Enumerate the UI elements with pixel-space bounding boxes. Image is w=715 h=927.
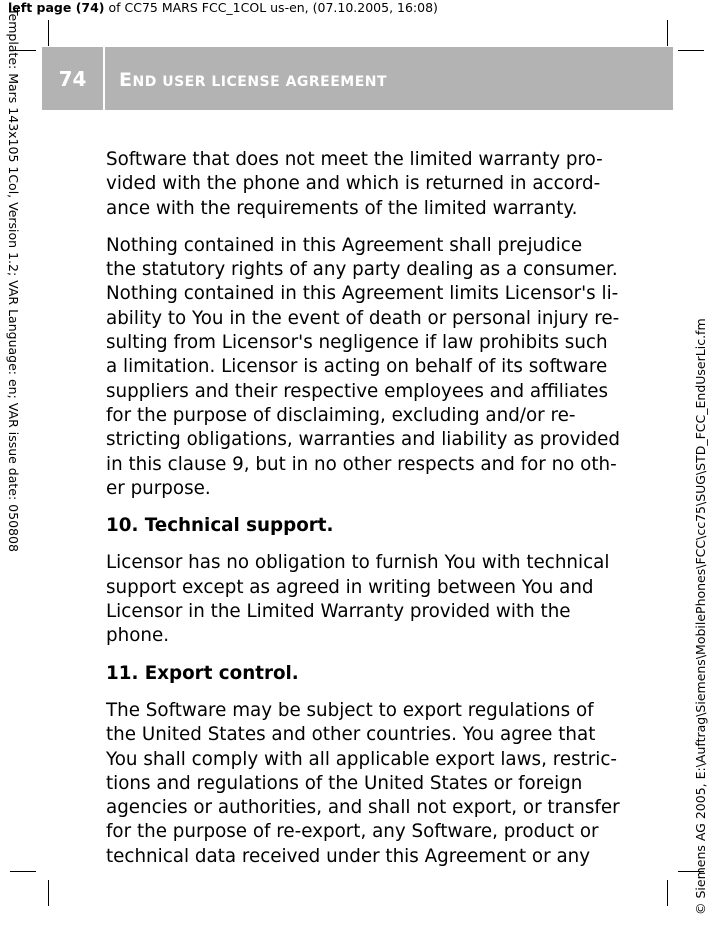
crop-mark bbox=[48, 20, 49, 46]
text-line: for the purpose of disclaiming, excluding and/or re- bbox=[106, 404, 576, 426]
heading-export-control: 11. Export control. bbox=[106, 662, 299, 684]
text-line: You shall comply with all applicable export laws, restric- bbox=[106, 748, 617, 770]
crop-mark bbox=[48, 880, 49, 906]
text-line: The Software may be subject to export regulations of bbox=[106, 699, 594, 721]
text-line: support except as agreed in writing between You and bbox=[106, 576, 594, 598]
text-line: Software that does not meet the limited warranty pro- bbox=[106, 149, 603, 170]
template-info-text: Template: Mars 143x105 1Col, Version 1.2; VAR Language: en; VAR issue date: 050808 bbox=[6, 8, 21, 552]
crop-mark bbox=[667, 880, 668, 906]
print-slug bbox=[8, 0, 438, 16]
text-line: the United States and other countries. You agree that bbox=[106, 724, 596, 746]
copyright-text: © Siemens AG 2005, E:\Auftrag\Siemens\MobilePhones\FCC\cc75\SUG\STD_FCC_EndUserLic.fm bbox=[693, 318, 708, 915]
text-line: ability to You in the event of death or personal injury re- bbox=[106, 307, 620, 329]
text-line: agencies or authorities, and shall not export, or transfer bbox=[106, 797, 620, 819]
heading-technical-support: 10. Technical support. bbox=[106, 515, 334, 537]
text-line: tions and regulations of the United States or foreign bbox=[106, 772, 583, 794]
text-line: technical data received under this Agreement or any bbox=[106, 845, 591, 867]
text-line: ance with the requirements of the limited warranty. bbox=[106, 197, 578, 219]
text-line: a limitation. Licensor is acting on behalf of its software bbox=[106, 356, 608, 378]
text-line: Nothing contained in this Agreement limits Licensor's li- bbox=[106, 283, 619, 305]
paragraph-warranty bbox=[106, 148, 606, 221]
text-line: suppliers and their respective employees and affiliates bbox=[106, 380, 609, 402]
text-line: Nothing contained in this Agreement shall prejudice bbox=[106, 234, 583, 256]
text-line: in this clause 9, but in no other respects and for no oth- bbox=[106, 453, 617, 475]
page-number: 74 bbox=[42, 47, 103, 110]
slug-file-info: of CC75 MARS FCC_1COL us-en, (07.10.2005, 16:08) bbox=[104, 0, 438, 15]
text-line: sulting from Licensor's negligence if law prohibits such bbox=[106, 332, 608, 354]
section-title bbox=[119, 69, 387, 91]
template-info-vertical bbox=[0, 0, 20, 927]
crop-mark bbox=[667, 20, 668, 46]
text-line: Licensor has no obligation to furnish You with technical bbox=[106, 552, 610, 574]
text-line: the statutory rights of any party dealing as a consumer. bbox=[106, 259, 618, 281]
text-line: er purpose. bbox=[106, 477, 211, 499]
paragraph-technical-support bbox=[106, 551, 610, 648]
title-initial: E bbox=[119, 69, 133, 91]
paragraph-liability bbox=[106, 234, 620, 501]
title-rest: ND USER LICENSE AGREEMENT bbox=[132, 74, 388, 90]
section-header bbox=[105, 47, 673, 110]
text-line: stricting obligations, warranties and liability as provided bbox=[106, 429, 620, 451]
paragraph-export-control bbox=[106, 699, 620, 869]
copyright-vertical bbox=[690, 0, 712, 927]
text-line: for the purpose of re-export, any Software, product or bbox=[106, 821, 599, 843]
text-line: vided with the phone and which is returned in accord- bbox=[106, 173, 601, 195]
slug-page-label: left page (74) bbox=[8, 0, 105, 15]
page-body bbox=[106, 148, 620, 869]
text-line: phone. bbox=[106, 625, 170, 647]
text-line: Licensor in the Limited Warranty provided with the bbox=[106, 601, 571, 623]
